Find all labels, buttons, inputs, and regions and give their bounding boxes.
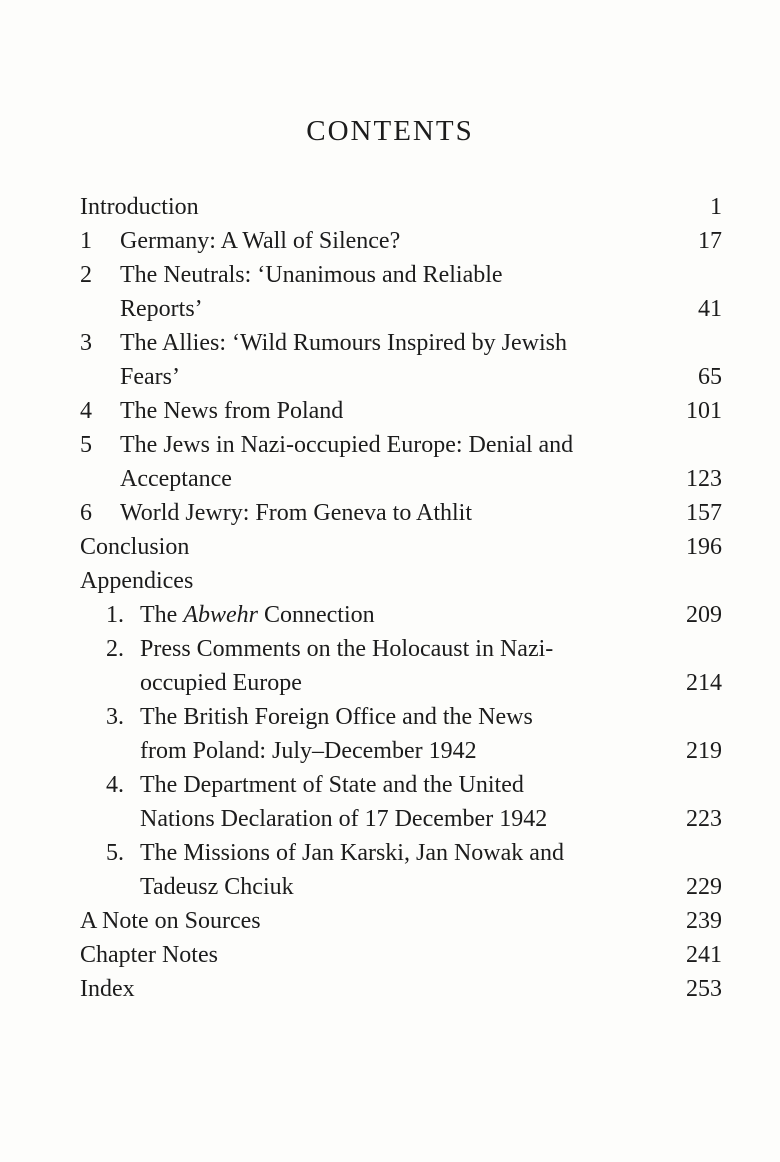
entry-label: Conclusion: [80, 534, 190, 560]
entry-page: 253: [686, 976, 722, 1002]
entry-page: 101: [686, 398, 722, 424]
chapter-number: 3: [80, 330, 92, 356]
entry-label-line: The Department of State and the United: [140, 772, 524, 798]
entry-label-line: Acceptance: [120, 466, 232, 492]
entry-label: Appendices: [80, 568, 194, 594]
entry-label: World Jewry: From Geneva to Athlit: [120, 500, 473, 526]
entry-page: 241: [686, 942, 722, 968]
chapter-number: 2: [80, 262, 92, 288]
toc-entry-appendix-2: [80, 632, 722, 700]
toc-entry-introduction: [80, 190, 722, 224]
toc-entry-chapter-5: [80, 428, 722, 496]
toc-entry-chapter-notes: [80, 938, 722, 972]
entry-page: 1: [710, 194, 722, 220]
toc-entry-chapter-2: [80, 258, 722, 326]
entry-label: The News from Poland: [120, 398, 344, 424]
entry-label: [120, 258, 662, 326]
entry-label: [140, 836, 662, 904]
entry-page: 229: [686, 874, 722, 900]
entry-label-part: The: [140, 602, 184, 628]
entry-label-line: The Neutrals: ‘Unanimous and Reliable: [120, 262, 503, 288]
entry-label: Index: [80, 976, 135, 1002]
entry-label: [140, 632, 662, 700]
toc-entry-conclusion: [80, 530, 722, 564]
entry-page: 219: [686, 738, 722, 764]
appendix-number: 1.: [106, 602, 124, 628]
toc-entry-chapter-4: [80, 394, 722, 428]
toc-entry-appendix-3: [80, 700, 722, 768]
chapter-number: 1: [80, 228, 92, 254]
entry-label-line: The Missions of Jan Karski, Jan Nowak and: [140, 840, 564, 866]
toc-entry-chapter-1: [80, 224, 722, 258]
toc-entry-appendix-4: [80, 768, 722, 836]
chapter-number: 6: [80, 500, 92, 526]
entry-label-italic: Abwehr: [183, 602, 258, 628]
toc-entry-sources: [80, 904, 722, 938]
entry-label-line: Fears’: [120, 364, 180, 390]
entry-page: 157: [686, 500, 722, 526]
entry-label-line: Reports’: [120, 296, 203, 322]
entry-label-line: The Allies: ‘Wild Rumours Inspired by Jewish: [120, 330, 567, 356]
entry-page: 223: [686, 806, 722, 832]
entry-label: A Note on Sources: [80, 908, 261, 934]
entry-label-line: from Poland: July–December 1942: [140, 738, 477, 764]
entry-label-line: Nations Declaration of 17 December 1942: [140, 806, 548, 832]
toc-entry-appendices: [80, 564, 722, 598]
entry-label: [120, 326, 662, 394]
entry-label: [140, 768, 662, 836]
entry-label-line: occupied Europe: [140, 670, 302, 696]
entry-page: 65: [698, 364, 722, 390]
chapter-number: 4: [80, 398, 92, 424]
entry-label-line: The Jews in Nazi-occupied Europe: Denial and: [120, 432, 574, 458]
page-title: CONTENTS: [306, 115, 474, 147]
appendix-number: 2.: [106, 636, 124, 662]
entry-label: [140, 598, 662, 632]
entry-label: [120, 428, 662, 496]
entry-label: [140, 700, 662, 768]
toc-entry-chapter-6: [80, 496, 722, 530]
entry-page: 17: [698, 228, 722, 254]
entry-label: Introduction: [80, 194, 199, 220]
entry-page: 196: [686, 534, 722, 560]
entry-page: 239: [686, 908, 722, 934]
toc-entry-chapter-3: [80, 326, 722, 394]
entry-page: 209: [686, 602, 722, 628]
appendix-number: 5.: [106, 840, 124, 866]
entry-page: 214: [686, 670, 722, 696]
entry-page: 41: [698, 296, 722, 322]
entry-label: Chapter Notes: [80, 942, 218, 968]
chapter-number: 5: [80, 432, 92, 458]
entry-label: Germany: A Wall of Silence?: [120, 228, 401, 254]
entry-page: 123: [686, 466, 722, 492]
appendix-number: 4.: [106, 772, 124, 798]
appendix-number: 3.: [106, 704, 124, 730]
entry-label-line: Press Comments on the Holocaust in Nazi-: [140, 636, 554, 662]
toc-entry-appendix-1: [80, 598, 722, 632]
entry-label-part: Connection: [257, 602, 375, 628]
toc-list: [80, 190, 722, 1006]
toc-entry-appendix-5: [80, 836, 722, 904]
entry-label-line: Tadeusz Chciuk: [140, 874, 294, 900]
entry-label-line: The British Foreign Office and the News: [140, 704, 533, 730]
toc-entry-index: [80, 972, 722, 1006]
